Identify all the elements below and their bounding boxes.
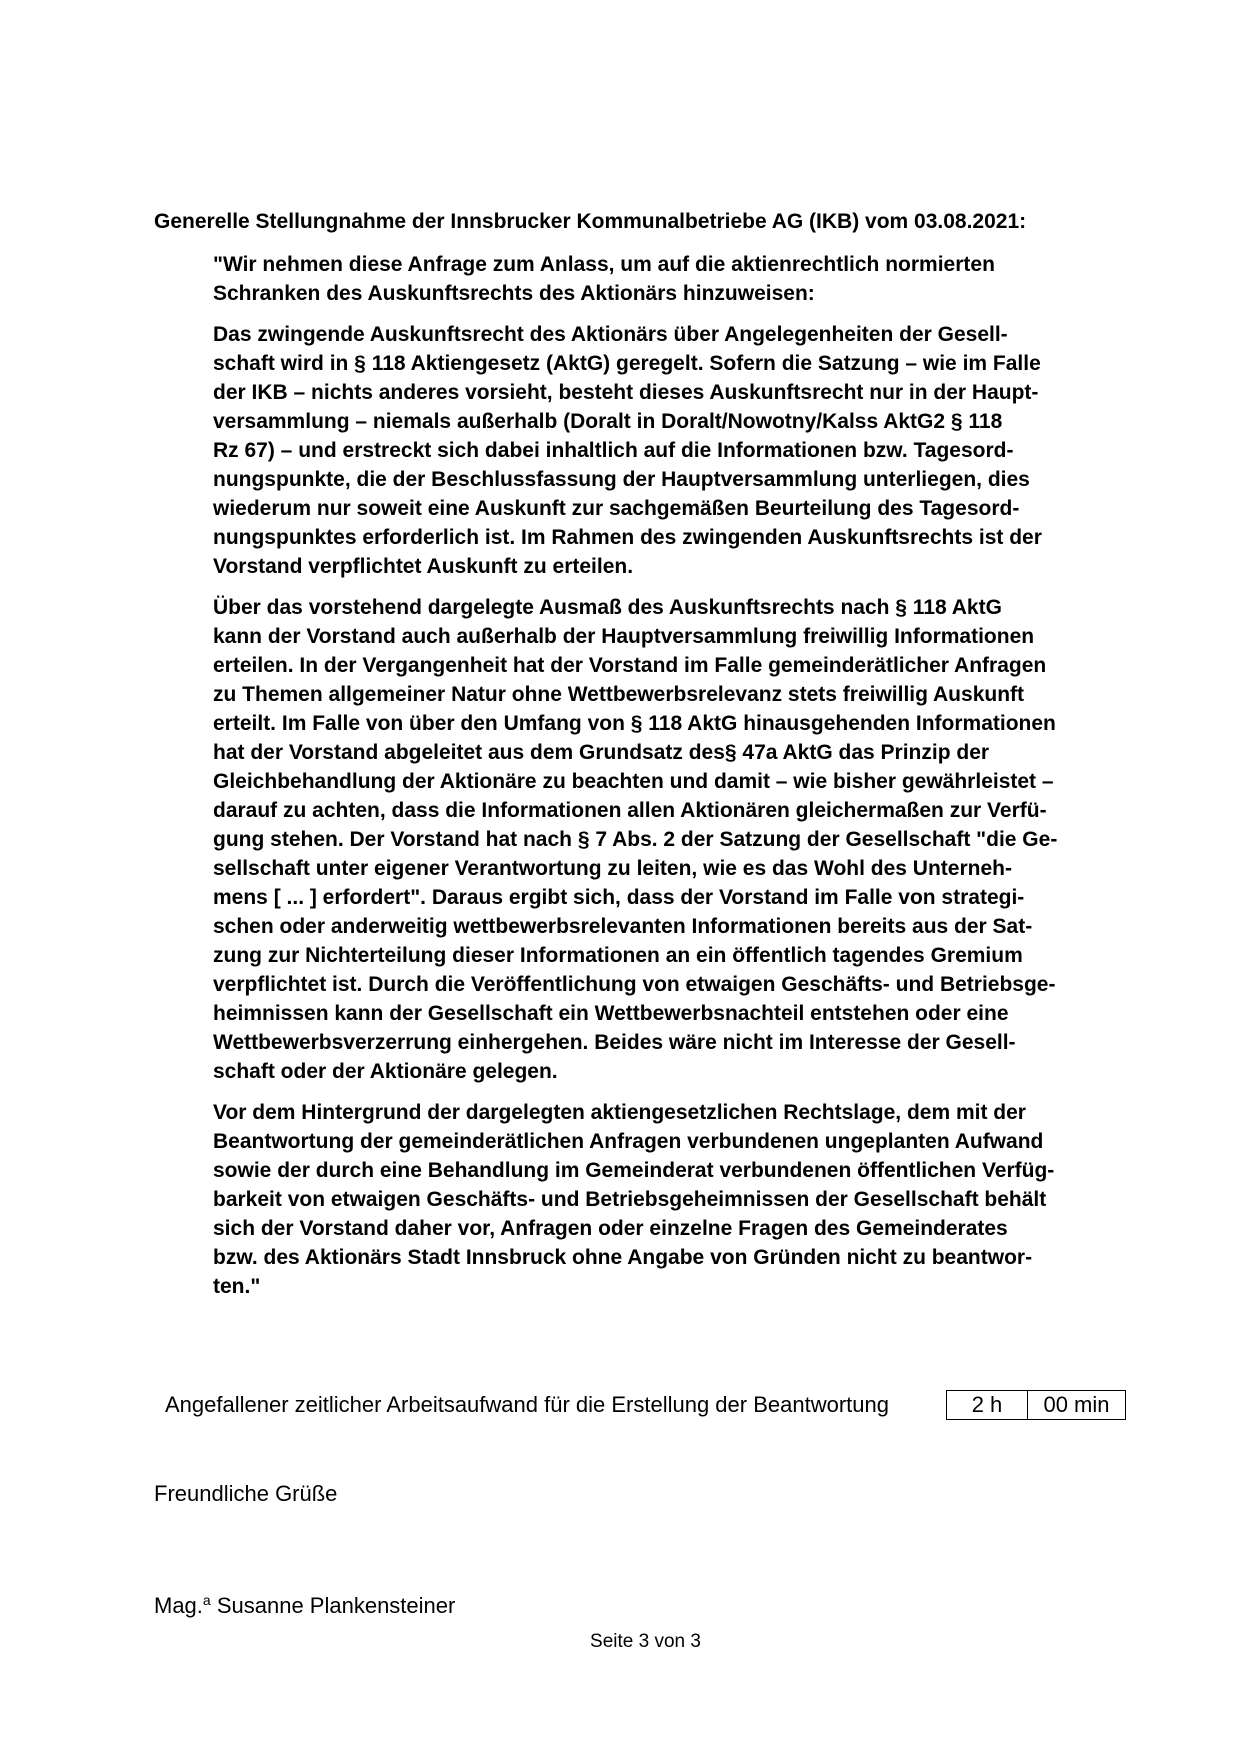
paragraph-line: zu Themen allgemeiner Natur ohne Wettbewerbsrelevanz stets freiwillig Auskunft [213, 683, 1025, 706]
signature-superscript: a [202, 1592, 211, 1608]
paragraph-line: wiederum nur soweit eine Auskunft zur sachgemäßen Beurteilung des Tagesord- [213, 497, 1020, 520]
paragraph-line: Vor dem Hintergrund der dargelegten aktiengesetzlichen Rechtslage, dem mit der [213, 1101, 1026, 1124]
paragraph-line: ten." [213, 1275, 261, 1298]
statement-paragraph [213, 1098, 1153, 1301]
paragraph-line: hat der Vorstand abgeleitet aus dem Grundsatz des§ 47a AktG das Prinzip der [213, 741, 990, 764]
paragraph-line: sowie der durch eine Behandlung im Gemeinderat verbundenen öffentlichen Verfüg- [213, 1159, 1055, 1182]
paragraph-line: Vorstand verpflichtet Auskunft zu erteilen. [213, 555, 634, 578]
statement-paragraph [213, 320, 1153, 581]
paragraph-line: barkeit von etwaigen Geschäfts- und Betriebsgeheimnissen der Gesellschaft behält [213, 1188, 1047, 1211]
signature-prefix: Mag. [154, 1593, 203, 1618]
statement-paragraph [213, 250, 1153, 308]
signature-name [154, 1591, 455, 1621]
paragraph-line: der IKB – nichts anderes vorsieht, besteht dieses Auskunftsrecht nur in der Haupt- [213, 381, 1039, 404]
paragraph-line: Beantwortung der gemeinderätlichen Anfragen verbundenen ungeplanten Aufwand [213, 1130, 1044, 1153]
paragraph-line: heimnissen kann der Gesellschaft ein Wettbewerbsnachteil entstehen oder eine [213, 1002, 1009, 1025]
paragraph-line: sellschaft unter eigener Verantwortung zu leiten, wie es das Wohl des Unterneh- [213, 857, 1012, 880]
signature-fullname: Susanne Plankensteiner [216, 1593, 456, 1618]
paragraph-line: schaft wird in § 118 Aktiengesetz (AktG) geregelt. Sofern die Satzung – wie im Falle [213, 352, 1041, 375]
paragraph-line: Über das vorstehend dargelegte Ausmaß des Auskunftsrechts nach § 118 AktG [213, 596, 1002, 619]
paragraph-line: nungspunktes erforderlich ist. Im Rahmen des zwingenden Auskunftsrechts ist der [213, 526, 1042, 549]
paragraph-line: schen oder anderweitig wettbewerbsrelevanten Informationen bereits aus der Sat- [213, 915, 1033, 938]
effort-hours: 2 h [947, 1391, 1028, 1419]
page-footer [0, 1629, 1241, 1655]
paragraph-line: erteilen. In der Vergangenheit hat der Vorstand im Falle gemeinderätlicher Anfragen [213, 654, 1047, 677]
paragraph-line: darauf zu achten, dass die Informationen allen Aktionären gleichermaßen zur Verfü- [213, 799, 1047, 822]
paragraph-line: Schranken des Auskunftsrechts des Aktionärs hinzuweisen: [213, 282, 815, 305]
closing-greeting: Freundliche Grüße [154, 1481, 338, 1506]
statement-heading: Generelle Stellungnahme der Innsbrucker Kommunalbetriebe AG (IKB) vom 03.08.2021: [154, 210, 1027, 233]
statement-paragraph [213, 593, 1153, 1086]
paragraph-line: erteilt. Im Falle von über den Umfang von § 118 AktG hinausgehenden Informationen [213, 712, 1056, 735]
paragraph-line: bzw. des Aktionärs Stadt Innsbruck ohne Angabe von Gründen nicht zu beantwor- [213, 1246, 1033, 1269]
paragraph-line: nungspunkte, die der Beschlussfassung der Hauptversammlung unterliegen, dies [213, 468, 1030, 491]
statement-quote [213, 250, 1153, 1313]
effort-label: Angefallener zeitlicher Arbeitsaufwand für die Erstellung der Beantwortung [165, 1392, 889, 1417]
paragraph-line: versammlung – niemals außerhalb (Doralt in Doralt/Nowotny/Kalss AktG2 § 118 [213, 410, 1003, 433]
paragraph-line: schaft oder der Aktionäre gelegen. [213, 1060, 558, 1083]
paragraph-line: "Wir nehmen diese Anfrage zum Anlass, um auf die aktienrechtlich normierten [213, 253, 995, 276]
paragraph-line: Wettbewerbsverzerrung einhergehen. Beides wäre nicht im Interesse der Gesell- [213, 1031, 1016, 1054]
effort-minutes: 00 min [1043, 1392, 1110, 1417]
paragraph-line: Rz 67) – und erstreckt sich dabei inhaltlich auf die Informationen bzw. Tagesord- [213, 439, 1014, 462]
page-number: Seite 3 von 3 [590, 1631, 701, 1652]
effort-time-box [946, 1390, 1126, 1420]
paragraph-line: kann der Vorstand auch außerhalb der Hauptversammlung freiwillig Informationen [213, 625, 1035, 648]
paragraph-line: zung zur Nichterteilung dieser Informationen an ein öffentlich tagendes Gremium [213, 944, 1023, 967]
paragraph-line: Das zwingende Auskunftsrecht des Aktionärs über Angelegenheiten der Gesell- [213, 323, 1008, 346]
paragraph-line: Gleichbehandlung der Aktionäre zu beachten und damit – wie bisher gewährleistet – [213, 770, 1054, 793]
paragraph-line: gung stehen. Der Vorstand hat nach § 7 Abs. 2 der Satzung der Gesellschaft "die Ge- [213, 828, 1058, 851]
paragraph-line: mens [ ... ] erfordert". Daraus ergibt sich, dass der Vorstand im Falle von strategi- [213, 886, 1025, 909]
paragraph-line: sich der Vorstand daher vor, Anfragen oder einzelne Fragen des Gemeinderates [213, 1217, 1008, 1240]
paragraph-line: verpflichtet ist. Durch die Veröffentlichung von etwaigen Geschäfts- und Betriebsge- [213, 973, 1056, 996]
